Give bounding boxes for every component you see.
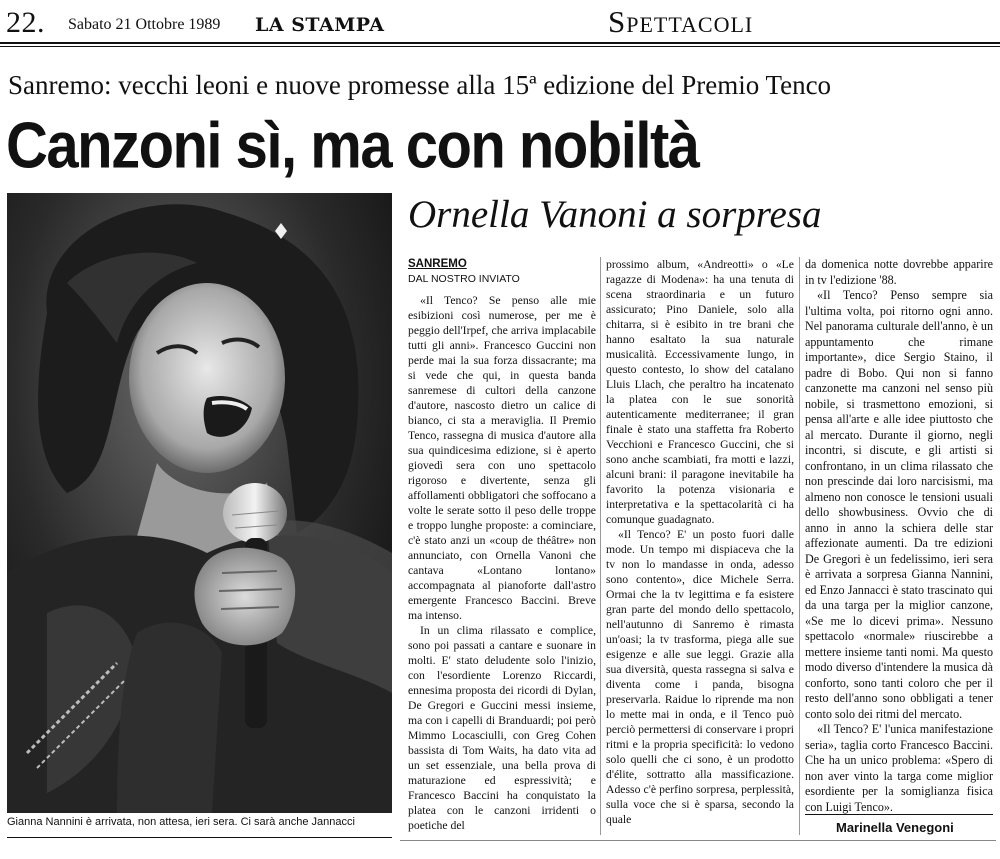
column-divider	[600, 257, 601, 835]
kicker: Sanremo: vecchi leoni e nuove promesse alla 15ª edizione del Premio Tenco	[8, 70, 832, 100]
paragraph: «Il Tenco? E' l'unica manifestazione seria», taglia corto Francesco Baccini. Che ha un unico problema: «Spero di non aver vinto la targa come miglior esordiente per la somiglianza fisica con Luigi Tenco».	[805, 722, 993, 814]
paragraph: In un clima rilassato e complice, sono poi passati a cantare e suonare in molti. E' stato deludente solo l'inizio, con l'esordiente Lorenzo Riccardi, ennesima proposta dei ricordi di Dylan, De Gregori e Guccini messi insieme, ma con i capelli di Branduardi; poi però Mimmo Locasciulli, con Greg Cohen bassista di Tom Waits, ha dato vita ad un set essenziale, una bella prova di maturazione ed espressività; e Francesco Baccini ha conquistato la platea con le canzoni irridenti o poetiche del	[408, 624, 596, 832]
masthead-rule-thin	[0, 46, 1000, 47]
paragraph: «Il Tenco? Penso sempre sia l'ultima volta, poi ritorno ogni anno. Nel panorama culturale dell'anno, è un appuntamento che rimane importante», dice Sergio Staino, il padre di Bobo. Qui non si fanno canzonette ma canzoni nel senso più nobile, si trasmettono emozioni, si pensa all'arte e alle idee piuttosto che al mercato. Durante il giorno, negli incontri, si discute, e gli artisti si confrontano, in un clima rilassato che non prescinde dai loro narcisismi, ma almeno non conosce le tensioni usuali dello showbusiness. Ovvio che di anno in anno la schiera delle star affezionate aumenti. Da tre edizioni De Gregori è un fedelissimo, ieri sera è arrivata a sorpresa Gianna Nannini, ed Enzo Jannacci è stato trascinato qui da una targa per la miglior canzone, «Se me lo dicevi prima». Nessuno spettacolo «normale» riuscirebbe a mettere insieme tanti nomi. Ma questo modo diverso d'intendere la musica dà conforto, sono tanti coloro che per il resto dell'anno sono obbligati a tener conto solo dei ritmi del mercato.	[805, 288, 993, 721]
masthead-rule	[0, 42, 1000, 44]
newspaper-name: LA STAMPA	[255, 14, 385, 36]
paragraph: «Il Tenco? Se penso alle mie esibizioni così numerose, per me è peggio dell'Irpef, che arriva implacabile tutti gli anni». Francesco Guccini non perde mai la sua forza dissacrante; ma si vede che qui, in questa banda sanremese di cultori della canzone d'autore, nascosto dietro un calice di bianco, ci sta a meraviglia. Il Premio Tenco, rassegna di musica d'autore alla sua quindicesima edizione, si è aperto giovedì sera con uno spettacolo rigoroso e divertente, senza gli affollamenti obbligatori che soffocano a volte le serate sotto il peso delle troppe e troppo lunghe proposte: a cominciare, c'è stato anzi un «coup de théâtre» non annunciato, con Ornella Vanoni che cantava «Lontano lontano» accompagnata al pianoforte dall'astro emergente Francesco Baccini. Breve ma intenso.	[408, 294, 596, 622]
dateline-location: SANREMO	[408, 258, 467, 270]
byline-rule	[805, 814, 993, 815]
column-divider	[799, 257, 800, 835]
section-title: Spettacoli	[608, 4, 754, 39]
paragraph: «Il Tenco? E' un posto fuori dalle mode. Un tempo mi dispiaceva che la tv non lo mandasse in onda, adesso sono contento», dice Michele Serra. Ormai che la tv legittima e fa esistere gran parte del mondo dello spettacolo, nell'autunno di Sanremo è rimasta un'oasi; la tv trasforma, piega alle sue esigenze e alle sue leggi. Grazie alla sua diversità, questa rassegna si salva e diventa come i panda, bisogna preservarla. Raidue lo riprende ma non lo mette mai in onda, e il Tenco può perciò permettersi di conservare i propri ritmi e la propria specificità: lo vedono solo quelli che ci sono, è un prodotto d'élite, sottratto alla massificazione. Adesso c'è perfino sorpresa, perplessità, sulla voce che si è sparsa, secondo la quale	[606, 528, 794, 826]
singer-photo-illustration	[7, 193, 392, 813]
bottom-rule	[400, 840, 996, 841]
paragraph: da domenica notte dovrebbe apparire in tv l'edizione '88.	[805, 257, 993, 287]
photo-caption: Gianna Nannini è arrivata, non attesa, ieri sera. Ci sarà anche Jannacci	[7, 816, 355, 828]
page-number: 22.	[6, 6, 45, 39]
article-column-2	[606, 257, 794, 827]
caption-rule	[7, 837, 392, 838]
subheadline: Ornella Vanoni a sorpresa	[408, 193, 822, 236]
paragraph: prossimo album, «Andreotti» o «Le ragazze di Modena»: ha una tenuta di scena straordinaria e un futuro assicurato; Pino Daniele, solo alla chitarra, si è esibito in tre brani che hanno esaltato la sua naturale musicalità. Eccessivamente lungo, in questo contesto, lo show del catalano Lluis Llach, che peraltro ha incatenato la platea con le sue sonorità autenticamente mediterranee; il gran finale è stato una staffetta fra Roberto Vecchioni e Francesco Guccini, che si sono anche scambiati, fra motti e lazzi, alcuni brani: il paragone inevitabile ha favorito la potenza visionaria e interpretativa e la spettacolarità ci ha comunque guadagnato.	[606, 258, 794, 526]
issue-date: Sabato 21 Ottobre 1989	[68, 16, 221, 33]
dateline-subtitle: DAL NOSTRO INVIATO	[408, 273, 520, 285]
article-column-3	[805, 257, 993, 815]
concert-photo	[7, 193, 392, 813]
masthead	[0, 0, 1000, 44]
byline: Marinella Venegoni	[836, 820, 954, 835]
headline: Canzoni sì, ma con nobiltà	[6, 109, 699, 182]
article-column-1	[408, 257, 596, 833]
